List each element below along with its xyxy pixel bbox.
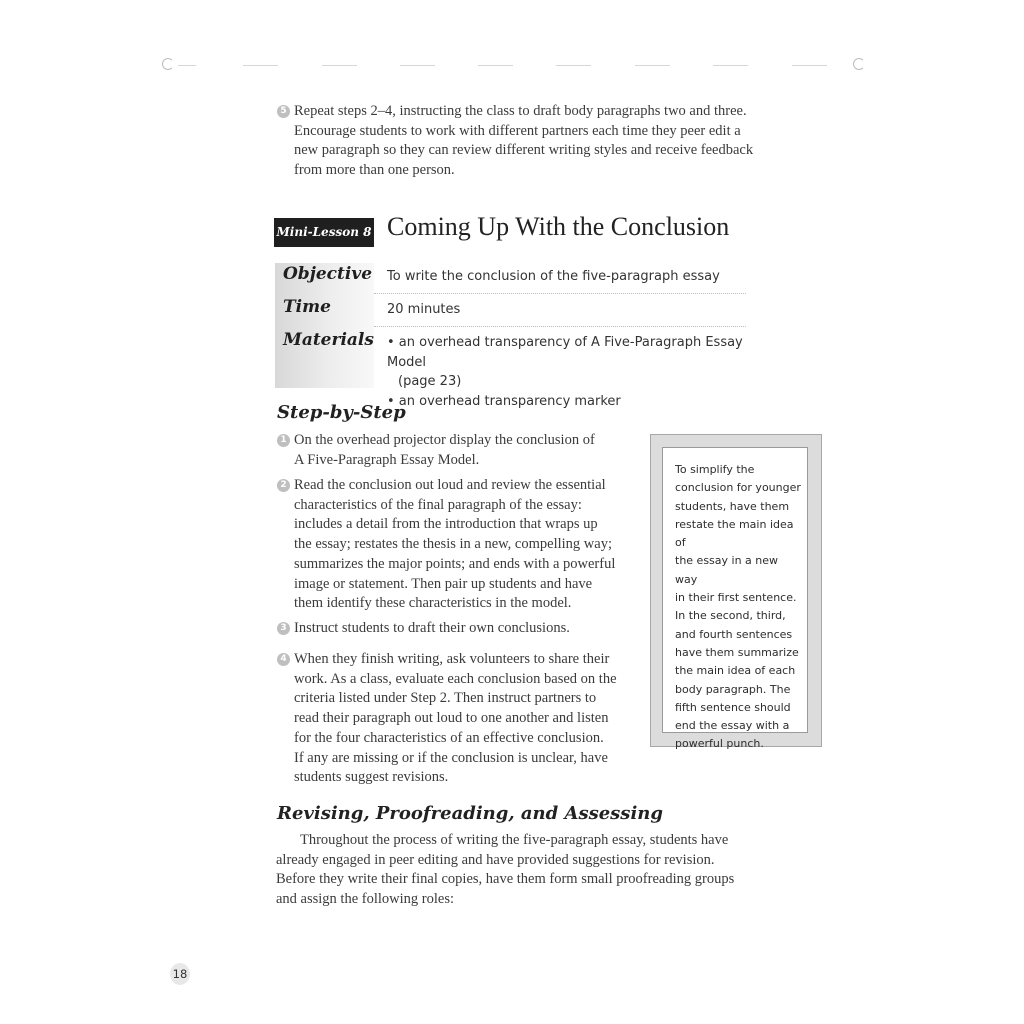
revising-heading: Revising, Proofreading, and Assessing [277,803,663,824]
tip-line: fifth sentence should [675,700,791,714]
text-line: Throughout the process of writing the five-paragraph essay, students have [300,832,729,848]
step-by-step-heading: Step-by-Step [277,402,406,423]
top-rule-segment [713,65,748,66]
tip-line: the essay in a new way [675,554,779,586]
text-line: Before they write their final copies, have them form small proofreading groups [276,871,735,888]
time-text: 20 minutes [387,302,461,317]
step-4-text [294,650,639,788]
tip-line: In the second, third, [675,609,786,623]
text-line: On the overhead projector display the conclusion of [294,432,595,448]
mini-lesson-badge: Mini-Lesson 8 [274,218,374,247]
divider [374,293,746,294]
tip-line: and fourth sentences [675,627,793,641]
text-line: them identify these characteristics in the model. [294,595,572,612]
step-5-text [294,102,774,181]
materials-item: • an overhead transparency of A Five-Paragraph Essay Model [387,335,743,370]
tip-line: in their first sentence. [675,591,797,605]
materials-list [387,333,747,411]
step-2-text [294,476,639,614]
text-line: characteristics of the final paragraph of the essay: [294,496,582,513]
text-line: for the four characteristics of an effective conclusion. [294,729,604,746]
top-rule-segment [635,65,670,66]
text-line: the essay; restates the thesis in a new, compelling way; [294,536,612,553]
tip-line: conclusion for younger [675,481,801,495]
text-line: work. As a class, evaluate each conclusion based on the [294,670,617,687]
page-number: 18 [170,963,190,985]
text-line: If any are missing or if the conclusion is unclear, have [294,749,608,766]
ornament-left [162,58,174,70]
step-number-2: 2 [277,479,290,492]
top-rule-segment [322,65,357,66]
top-rule-segment [178,65,196,66]
text-line: and assign the following roles: [276,891,455,908]
step-number-1: 1 [277,434,290,447]
step-1-text [294,431,639,470]
tip-line: have them summarize [675,645,799,659]
objective-text: To write the conclusion of the five-paragraph essay [387,269,720,284]
text-line: Read the conclusion out loud and review the essential [294,477,606,493]
tip-line: students, have them [675,499,790,513]
materials-item: • an overhead transparency marker [387,393,621,409]
materials-label: Materials [283,330,374,350]
top-rule-segment [400,65,435,66]
text-line: includes a detail from the introduction that wraps up [294,516,598,533]
tip-box [650,434,822,751]
lesson-title: Coming Up With the Conclusion [387,212,730,241]
top-rule-segment [556,65,591,66]
text-line: Encourage students to work with different partners each time they peer edit a [294,122,741,139]
text-line: summarizes the major points; and ends with a powerful [294,555,616,572]
text-line: new paragraph so they can review different writing styles and receive feedback [294,142,754,159]
text-line: image or statement. Then pair up students and have [294,575,593,592]
objective-label: Objective [283,264,373,284]
step-number-4: 4 [277,653,290,666]
step-number-5: 5 [277,105,290,118]
top-rule-segment [792,65,827,66]
tip-line: the main idea of each [675,664,796,678]
ornament-right [853,58,865,70]
text-line: read their paragraph out loud to one another and listen [294,710,609,727]
text-line: students suggest revisions. [294,769,449,786]
text-line: already engaged in peer editing and have provided suggestions for revision. [276,851,715,868]
materials-item: (page 23) [398,374,462,389]
tip-box-inner [662,447,808,751]
tip-line: restate the main idea of [675,517,794,550]
step-number-3: 3 [277,622,290,635]
text-line: from more than one person. [294,162,455,179]
top-rule-segment [478,65,513,66]
text-line: When they finish writing, ask volunteers to share their [294,651,610,667]
time-label: Time [283,297,331,317]
top-rule-segment [243,65,278,66]
tip-line: powerful punch. [675,737,764,751]
text-line: Repeat steps 2–4, instructing the class to draft body paragraphs two and three. [294,103,747,119]
revising-paragraph [276,831,756,910]
text-line: A Five-Paragraph Essay Model. [294,451,480,468]
tip-line: end the essay with a [675,719,790,733]
step-3-text [294,619,639,639]
divider [374,326,746,327]
tip-text [675,461,801,754]
text-line: criteria listed under Step 2. Then instruct partners to [294,690,597,707]
tip-line: To simplify the [675,463,755,476]
tip-line: body paragraph. The [675,682,791,696]
text-line: Instruct students to draft their own conclusions. [294,620,570,636]
